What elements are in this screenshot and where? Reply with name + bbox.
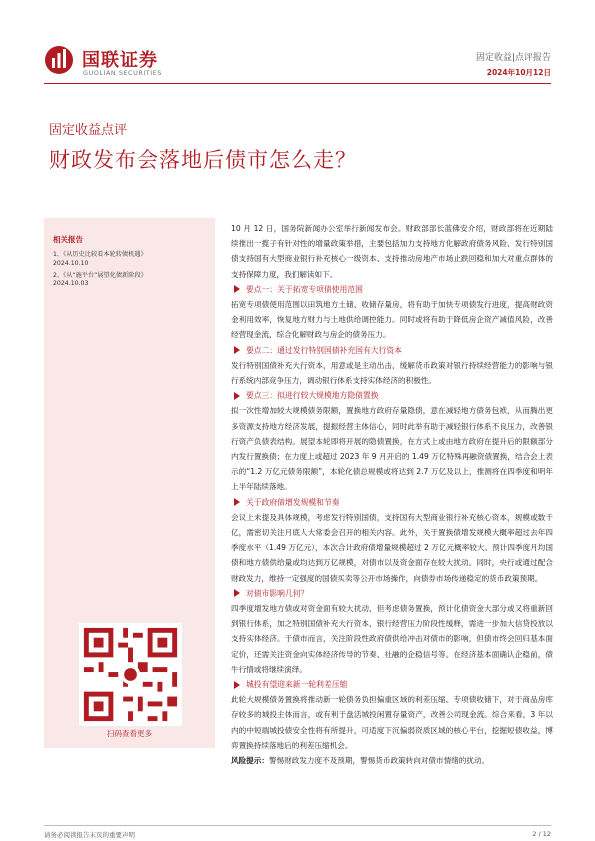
section-paragraph: 拓宽专项债使用范围以田筑地方土储、收储存量房，将有助于加快专项债发行进度，提高财政资金利用效率，恢复地方财力与土地供给调控能力。同时或将有助于降低房企资产减值风险，改善经营现金流，综合化解财政与房企的债务压力。 bbox=[231, 300, 553, 340]
section-paragraph: 发行特别国债补充大行资本，用意或是主动出击，缓解货币政策对银行持续经营能力的影响与银行系统内部竞争压力，调动银行体系支持实体经济的积极性。 bbox=[231, 360, 553, 385]
risk-text: 警惕财政发力度不及预期，警惕货币政策转向对债市情绪的扰动。 bbox=[268, 756, 490, 766]
header-divider bbox=[44, 83, 551, 84]
disclaimer-notice: 请务必阅读报告末页的重要声明 bbox=[44, 831, 135, 839]
qr-caption: 扫码查看更多 bbox=[107, 729, 152, 738]
section-paragraph: 会议上未提及具体规模，考虑发行特别国债，支持国有大型商业银行补充核心资本，规模或数千亿，需密切关注月底人大常委会召开的相关内容。此外，关于置换债增发规模大概率超过去年四季度水平（1.49 万亿元），本次合计政府债增量规模超过 2 万亿元概率较大。预计四季度月均国债和地方债供给量或均达到万亿规模，对债市以及资金面存在较大扰动。同时，央行或通过配合财政发力，维持一定强度的国债买卖等公开市场操作，向债券市场传递稳定的货币政策预期。 bbox=[231, 512, 553, 583]
arrow-bullet-icon bbox=[234, 346, 240, 354]
related-report-link[interactable]: 2、《从“施平台”展望化债新阶段》 bbox=[53, 272, 147, 279]
footer-divider bbox=[44, 825, 551, 826]
section-heading-text: 要点二：通过发行特别国债补充国有大行资本 bbox=[246, 345, 402, 355]
related-report-link[interactable]: 1、《从历史比较看本轮转债机遇》 bbox=[53, 251, 147, 258]
section-heading-text: 关于政府债增发规模和节奏 bbox=[246, 497, 340, 507]
arrow-bullet-icon bbox=[234, 681, 240, 689]
arrow-bullet-icon bbox=[234, 285, 240, 293]
arrow-bullet-icon bbox=[234, 589, 240, 597]
report-date: 2024年10月12日 bbox=[486, 68, 551, 77]
brand-name-cn: 国联证券 bbox=[82, 50, 158, 71]
section-heading-text: 要点一：关于拓宽专项债使用范围 bbox=[246, 284, 363, 294]
risk-warning bbox=[231, 753, 553, 768]
page-number: 2 / 12 bbox=[532, 830, 551, 838]
report-category: 固定收益点评 bbox=[49, 123, 128, 138]
related-report-date: 2024.10.03 bbox=[53, 280, 89, 287]
report-body bbox=[231, 221, 553, 768]
related-report-date: 2024.10.10 bbox=[53, 260, 89, 267]
section-heading bbox=[231, 343, 553, 358]
section-heading bbox=[231, 677, 553, 692]
section-heading bbox=[231, 495, 553, 510]
arrow-bullet-icon bbox=[234, 392, 240, 400]
section-heading-text: 城投有望迎来新一轮利差压缩 bbox=[246, 680, 348, 690]
section-heading bbox=[231, 388, 553, 403]
brand-name-en: GUOLIAN SECURITIES bbox=[83, 69, 162, 77]
sidebar bbox=[44, 218, 215, 748]
section-paragraph: 四季度增发地方债或对资金面有较大扰动，但考虑债务置换，预计化债资金大部分或又将重新回到银行体系，加之特别国债补充大行资本，银行经营压力阶段性缓释，需进一步加大信贷投放以支持实体经济。于债市而言，关注阶段性政府债供给冲击对债市的影响，但债市终会回归基本面定价，还需关注资金向实体经济传导的节奏、社融的企稳信号等。在经济基本面确认企稳前，债牛行情或将继续演绎。 bbox=[231, 604, 553, 674]
guolian-logo-icon bbox=[44, 44, 74, 76]
section-paragraph: 此轮大规模债务置换将推动新一轮债务负担偏重区域的利差压缩。专项债收储下，对于商品房库存较多的城投主体而言，或有利于盘活城投闲置存量资产，改善公司现金流。综合来看，3 年以内的中短端城投债安全性将有所提升，可适度下沉偏弱资质区域的核心平台，挖掘短债收益，博弈置换持续落地后的利差压缩机会。 bbox=[231, 695, 553, 750]
section-paragraph: 拟一次性增加较大规模债务限额，置换地方政府存量隐债，意在减轻地方债务包袱，从而腾出更多资源支持地方经济发展，提振经营主体信心，同时此举有助于减轻银行体系不良压力，改善银行资产负债表结构。展望本轮即将开展的隐债置换，在方式上或由地方政府在提升后的限额部分内发行置换债；在力度上或超过 2023 年 9 月开启的 1.49 万亿特殊再融资债置换，结合会上表示的“1.2 万亿元债务限额”，本轮化债总规模或将达到 2.7 万亿及以上，推测将在四季度和明年上半年陆续落地。 bbox=[231, 406, 553, 492]
page-title: 财政发布会落地后债市怎么走？ bbox=[49, 148, 357, 172]
intro-paragraph: 10 月 12 日，国务院新闻办公室举行新闻发布会。财政部部长蓝佛安介绍，财政部将在近期陆续推出一揽子有针对性的增量政策举措，主要包括加力支持地方化解政府债务风险、发行特别国债支持国有大型商业银行补充核心一级资本、支持推动房地产市场止跌回稳和加大对重点群体的支持保障力度，我们解读如下。 bbox=[231, 224, 553, 279]
arrow-bullet-icon bbox=[234, 498, 240, 506]
related-reports-heading: 相关报告 bbox=[53, 235, 83, 244]
section-heading bbox=[231, 282, 553, 297]
section-heading-text: 要点三：拟进行较大规模地方隐债置换 bbox=[246, 391, 379, 401]
document-type: 固定收益|点评报告 bbox=[475, 53, 551, 63]
risk-label: 风险提示： bbox=[231, 756, 269, 766]
section-heading bbox=[231, 586, 553, 601]
section-heading-text: 对债市影响几何？ bbox=[246, 588, 309, 598]
qr-code-icon[interactable] bbox=[78, 622, 183, 727]
